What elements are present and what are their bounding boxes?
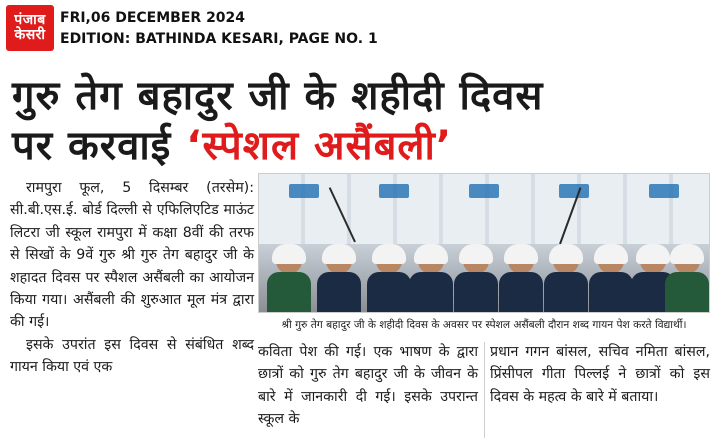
article-column-middle: कविता पेश की गई। एक भाषण के द्वारा छात्रों को गुरु तेग बहादुर जी के जीवन के बारे में जानकारी दी गई। इसके उपरान्त स्कूल के [258,344,478,428]
article-paragraph-2: इसके उपरांत इस दिवस से संबंधित शब्द गायन किया एवं एक [10,336,254,376]
backdrop-logo-tile [379,184,409,198]
backdrop-logo-tile [469,184,499,198]
punjab-kesari-logo [6,5,54,51]
edition-meta [60,8,378,50]
photo-caption: श्री गुरु तेग बहादुर जी के शहीदी दिवस के अवसर पर स्पेशल असैंबली दौरान शब्द गायन पेश करते विद्यार्थी। [281,319,687,331]
edition-info: EDITION: BATHINDA KESARI, PAGE NO. 1 [60,31,378,47]
article-column-left [10,177,254,379]
student-figure [367,248,411,312]
headline-line1: गुरु तेग बहादुर जी के शहीदी दिवस [12,73,544,119]
article-paragraph-1: रामपुरा फूल, 5 दिसम्बर (तरसेम): सी.बी.एस.ई. बोर्ड दिल्ली से एफिलिएटिड माऊंट लिटरा जी स्कूल रामपुरा में कक्षा 8वीं की तरफ से सिखों के 9वें गुरु श्री गुरु तेग बहादुर जी के शहादत दिवस पर स्पैशल असैंबली का आयोजन किया गया। असैंबली की शुरुआत मूल मंत्र द्वारा की गई। [10,180,254,331]
headline-highlight: ‘स्पेशल असैंबली’ [186,123,453,169]
student-figure [665,248,709,312]
student-figure [317,248,361,312]
column-divider [484,342,485,438]
student-figure [544,248,588,312]
student-figure [267,248,311,312]
backdrop-logo-tile [559,184,589,198]
masthead [0,0,714,56]
publication-date: FRI,06 DECEMBER 2024 [60,10,246,26]
headline-line2 [12,116,452,171]
logo-line2: केसरी [14,27,46,43]
logo-line1: पंजाब [14,12,46,29]
student-figure [499,248,543,312]
news-photo [258,173,710,313]
headline-line2-prefix: पर करवाई [12,123,187,169]
article-column-right: प्रधान गगन बांसल, सचिव नमिता बांसल, प्रिंसीपल गीता पिल्लई ने छात्रों को इस दिवस के महत्व के बारे में बताया। [490,344,710,405]
student-figure [409,248,453,312]
student-figure [589,248,633,312]
student-figure [454,248,498,312]
backdrop-logo-tile [289,184,319,198]
backdrop-logo-tile [649,184,679,198]
headline [0,60,714,168]
